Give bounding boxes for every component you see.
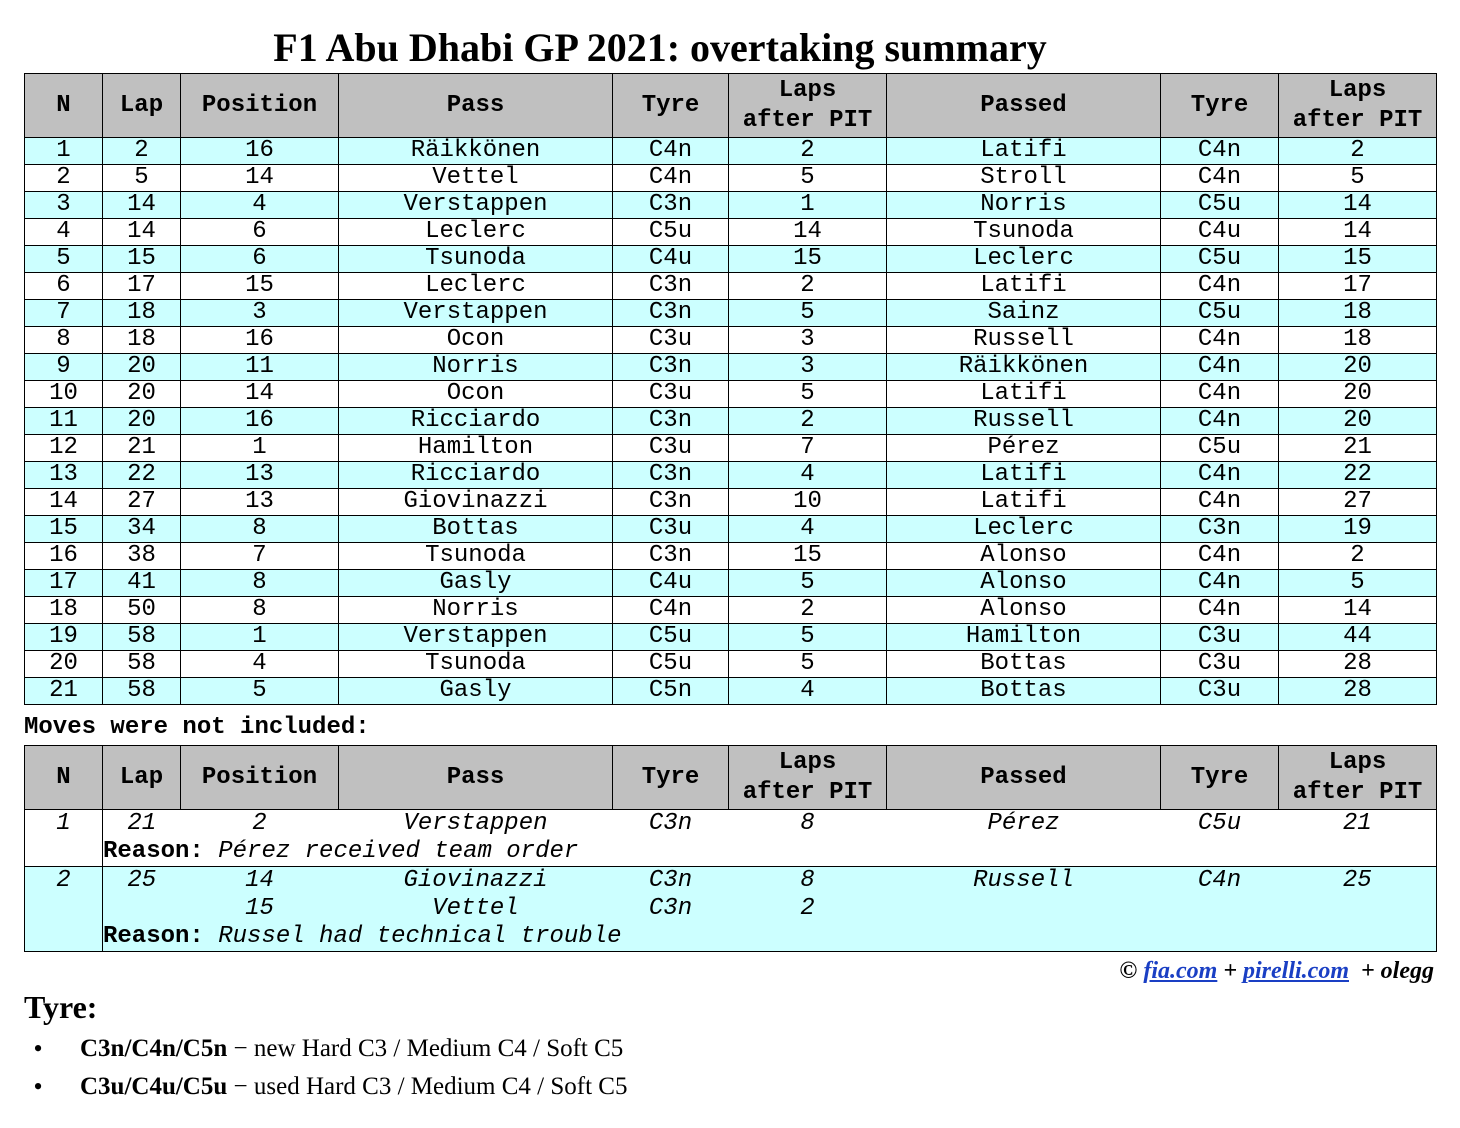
cell-pass: Gasly <box>339 570 613 597</box>
cell-n: 3 <box>25 192 103 219</box>
cell-lap: 21 <box>103 435 181 462</box>
ex1-tyre: C3n <box>613 810 729 839</box>
col-n: N <box>25 74 103 138</box>
table-row <box>25 354 1437 381</box>
table-row <box>25 300 1437 327</box>
col-pass: Pass <box>339 74 613 138</box>
cell-laps: 4 <box>729 462 887 489</box>
cell-pass: Ocon <box>339 327 613 354</box>
ex1-laps2: 21 <box>1279 810 1437 839</box>
cell-laps: 2 <box>729 138 887 165</box>
cell-tyre: C3n <box>613 354 729 381</box>
cell-tyre: C4n <box>613 165 729 192</box>
ex2-tyre2: C4n <box>1161 867 1279 896</box>
cell-lap: 20 <box>103 381 181 408</box>
cell-laps2: 20 <box>1279 381 1437 408</box>
ex1-reason-text: Pérez received team order <box>218 838 579 865</box>
excluded-header-row <box>25 746 1437 810</box>
cell-position: 3 <box>181 300 339 327</box>
cell-lap: 14 <box>103 219 181 246</box>
cell-position: 15 <box>181 273 339 300</box>
legend-title: Tyre: <box>24 989 98 1025</box>
cell-n: 15 <box>25 516 103 543</box>
cell-passed: Leclerc <box>887 516 1161 543</box>
legend-item-new <box>30 1030 627 1068</box>
table-row <box>25 435 1437 462</box>
ex2-reason-text: Russel had technical trouble <box>218 923 622 950</box>
cell-tyre2: C4n <box>1161 462 1279 489</box>
table-row <box>25 489 1437 516</box>
cell-lap: 18 <box>103 327 181 354</box>
cell-pass: Räikkönen <box>339 138 613 165</box>
cell-laps2: 22 <box>1279 462 1437 489</box>
cell-n: 4 <box>25 219 103 246</box>
header-row <box>25 74 1437 138</box>
cell-n: 5 <box>25 246 103 273</box>
fia-link[interactable]: fia.com <box>1143 958 1218 984</box>
ex2-passed: Russell <box>887 867 1161 896</box>
cell-n: 21 <box>25 678 103 705</box>
table-row <box>25 516 1437 543</box>
cell-position: 13 <box>181 462 339 489</box>
cell-n: 12 <box>25 435 103 462</box>
cell-pass: Bottas <box>339 516 613 543</box>
excluded-move-2-reason <box>25 923 1437 952</box>
cell-tyre: C3n <box>613 408 729 435</box>
cell-laps2: 5 <box>1279 570 1437 597</box>
cell-laps: 15 <box>729 246 887 273</box>
ex2-laps-2: 2 <box>729 895 887 923</box>
cell-laps: 4 <box>729 516 887 543</box>
cell-position: 1 <box>181 435 339 462</box>
cell-laps2: 20 <box>1279 354 1437 381</box>
ex-col-passed: Passed <box>887 746 1161 810</box>
cell-laps: 15 <box>729 543 887 570</box>
cell-passed: Hamilton <box>887 624 1161 651</box>
ex2-laps2: 25 <box>1279 867 1437 896</box>
cell-laps: 2 <box>729 597 887 624</box>
table-row <box>25 462 1437 489</box>
cell-pass: Giovinazzi <box>339 489 613 516</box>
bullet-icon: • <box>33 1072 43 1101</box>
cell-tyre: C3n <box>613 300 729 327</box>
table-row <box>25 327 1437 354</box>
cell-laps2: 17 <box>1279 273 1437 300</box>
col-laps-after-pit2 <box>1279 74 1437 138</box>
cell-laps: 5 <box>729 624 887 651</box>
cell-laps: 7 <box>729 435 887 462</box>
cell-position: 8 <box>181 570 339 597</box>
cell-laps: 5 <box>729 651 887 678</box>
cell-passed: Tsunoda <box>887 219 1161 246</box>
ex2-lap-blank <box>103 895 181 923</box>
cell-tyre: C3n <box>613 462 729 489</box>
cell-tyre2: C4n <box>1161 543 1279 570</box>
cell-laps: 5 <box>729 570 887 597</box>
col-laps2-line1: Laps <box>1328 76 1387 104</box>
cell-passed: Norris <box>887 192 1161 219</box>
col-tyre2: Tyre <box>1161 74 1279 138</box>
ex2-position-2: 15 <box>181 895 339 923</box>
cell-tyre: C3n <box>613 489 729 516</box>
cell-position: 14 <box>181 165 339 192</box>
cell-n: 8 <box>25 327 103 354</box>
ex-col-laps2-line2: after PIT <box>1292 778 1423 806</box>
ex2-lap: 25 <box>103 867 181 896</box>
cell-position: 14 <box>181 381 339 408</box>
ex1-reason <box>103 838 1437 867</box>
cell-n: 1 <box>25 138 103 165</box>
cell-pass: Ricciardo <box>339 462 613 489</box>
cell-pass: Verstappen <box>339 300 613 327</box>
cell-lap: 27 <box>103 489 181 516</box>
ex2-blank-1 <box>887 895 1161 923</box>
cell-tyre2: C3u <box>1161 651 1279 678</box>
copyright-symbol: © <box>1119 958 1138 984</box>
cell-tyre2: C4n <box>1161 570 1279 597</box>
ex1-tyre2: C5u <box>1161 810 1279 839</box>
pirelli-link[interactable]: pirelli.com <box>1243 958 1349 984</box>
cell-lap: 41 <box>103 570 181 597</box>
cell-position: 13 <box>181 489 339 516</box>
cell-position: 7 <box>181 543 339 570</box>
cell-tyre2: C5u <box>1161 246 1279 273</box>
cell-laps2: 19 <box>1279 516 1437 543</box>
table-row <box>25 246 1437 273</box>
cell-pass: Gasly <box>339 678 613 705</box>
cell-tyre: C3u <box>613 516 729 543</box>
cell-n: 10 <box>25 381 103 408</box>
cell-position: 6 <box>181 219 339 246</box>
cell-lap: 50 <box>103 597 181 624</box>
cell-pass: Verstappen <box>339 192 613 219</box>
ex-col-laps-after-pit <box>729 746 887 810</box>
cell-passed: Stroll <box>887 165 1161 192</box>
excluded-move-2-line2 <box>25 895 1437 923</box>
cell-laps: 10 <box>729 489 887 516</box>
ex1-laps: 8 <box>729 810 887 839</box>
cell-laps2: 15 <box>1279 246 1437 273</box>
cell-passed: Bottas <box>887 678 1161 705</box>
ex-col-lap: Lap <box>103 746 181 810</box>
table-row <box>25 165 1437 192</box>
cell-laps2: 18 <box>1279 300 1437 327</box>
ex2-blank-3 <box>1279 895 1437 923</box>
cell-passed: Latifi <box>887 138 1161 165</box>
cell-n: 9 <box>25 354 103 381</box>
cell-laps2: 27 <box>1279 489 1437 516</box>
bullet-icon: • <box>33 1034 43 1063</box>
cell-position: 16 <box>181 138 339 165</box>
cell-tyre2: C4n <box>1161 489 1279 516</box>
table-row <box>25 651 1437 678</box>
legend-new-codes: C3n/C4n/C5n <box>80 1035 228 1062</box>
credits <box>1119 955 1434 987</box>
cell-tyre: C4u <box>613 570 729 597</box>
cell-pass: Tsunoda <box>339 246 613 273</box>
legend-new-text: − new Hard C3 / Medium C4 / Soft C5 <box>227 1035 624 1062</box>
cell-laps: 5 <box>729 300 887 327</box>
cell-position: 6 <box>181 246 339 273</box>
cell-tyre: C4n <box>613 138 729 165</box>
cell-laps: 14 <box>729 219 887 246</box>
table-row <box>25 273 1437 300</box>
legend-item-used <box>30 1068 627 1106</box>
cell-n: 16 <box>25 543 103 570</box>
ex-col-pass: Pass <box>339 746 613 810</box>
ex2-pass-2: Vettel <box>339 895 613 923</box>
cell-pass: Norris <box>339 597 613 624</box>
cell-laps: 5 <box>729 165 887 192</box>
ex2-laps-1: 8 <box>729 867 887 896</box>
cell-tyre: C5u <box>613 651 729 678</box>
col-tyre: Tyre <box>613 74 729 138</box>
cell-n: 11 <box>25 408 103 435</box>
ex-col-tyre2: Tyre <box>1161 746 1279 810</box>
excluded-move-1-reason <box>25 838 1437 867</box>
cell-lap: 2 <box>103 138 181 165</box>
cell-tyre2: C3n <box>1161 516 1279 543</box>
ex-col-position: Position <box>181 746 339 810</box>
cell-tyre2: C4n <box>1161 354 1279 381</box>
cell-pass: Verstappen <box>339 624 613 651</box>
cell-laps2: 5 <box>1279 165 1437 192</box>
cell-pass: Norris <box>339 354 613 381</box>
cell-tyre2: C4n <box>1161 327 1279 354</box>
cell-position: 5 <box>181 678 339 705</box>
cell-lap: 34 <box>103 516 181 543</box>
ex2-pass-1: Giovinazzi <box>339 867 613 896</box>
cell-passed: Latifi <box>887 462 1161 489</box>
cell-tyre2: C4n <box>1161 597 1279 624</box>
cell-tyre2: C4n <box>1161 165 1279 192</box>
ex2-blank-2 <box>1161 895 1279 923</box>
ex2-tyre-1: C3n <box>613 867 729 896</box>
cell-n: 2 <box>25 165 103 192</box>
cell-laps2: 2 <box>1279 543 1437 570</box>
ex-col-laps-line1: Laps <box>778 748 837 776</box>
cell-laps2: 21 <box>1279 435 1437 462</box>
table-row <box>25 678 1437 705</box>
cell-lap: 15 <box>103 246 181 273</box>
cell-lap: 14 <box>103 192 181 219</box>
ex1-passed: Pérez <box>887 810 1161 839</box>
cell-passed: Latifi <box>887 273 1161 300</box>
ex1-pass: Verstappen <box>339 810 613 839</box>
cell-tyre2: C4n <box>1161 408 1279 435</box>
cell-tyre2: C4n <box>1161 138 1279 165</box>
table-row <box>25 138 1437 165</box>
cell-tyre: C5u <box>613 219 729 246</box>
ex-col-laps-line2: after PIT <box>742 778 873 806</box>
cell-n: 20 <box>25 651 103 678</box>
cell-lap: 22 <box>103 462 181 489</box>
cell-position: 16 <box>181 327 339 354</box>
cell-pass: Ocon <box>339 381 613 408</box>
col-laps2-line2: after PIT <box>1292 106 1423 134</box>
cell-laps2: 2 <box>1279 138 1437 165</box>
cell-tyre2: C3u <box>1161 624 1279 651</box>
cell-position: 11 <box>181 354 339 381</box>
cell-laps: 2 <box>729 408 887 435</box>
table-row <box>25 624 1437 651</box>
cell-passed: Russell <box>887 408 1161 435</box>
cell-lap: 18 <box>103 300 181 327</box>
cell-lap: 20 <box>103 354 181 381</box>
cell-laps: 1 <box>729 192 887 219</box>
cell-n: 14 <box>25 489 103 516</box>
table-row <box>25 543 1437 570</box>
cell-laps2: 14 <box>1279 597 1437 624</box>
cell-tyre2: C4n <box>1161 381 1279 408</box>
cell-pass: Ricciardo <box>339 408 613 435</box>
cell-passed: Russell <box>887 327 1161 354</box>
cell-n: 17 <box>25 570 103 597</box>
cell-tyre2: C3u <box>1161 678 1279 705</box>
table-row <box>25 219 1437 246</box>
cell-laps2: 44 <box>1279 624 1437 651</box>
cell-laps: 4 <box>729 678 887 705</box>
cell-tyre2: C4n <box>1161 273 1279 300</box>
cell-pass: Hamilton <box>339 435 613 462</box>
cell-pass: Leclerc <box>339 273 613 300</box>
cell-position: 16 <box>181 408 339 435</box>
ex2-n: 2 <box>25 867 103 952</box>
cell-lap: 17 <box>103 273 181 300</box>
overtaking-table <box>24 73 1437 705</box>
table-row <box>25 408 1437 435</box>
cell-tyre: C3n <box>613 192 729 219</box>
col-laps-line2: after PIT <box>742 106 873 134</box>
cell-n: 19 <box>25 624 103 651</box>
ex-col-laps-after-pit2 <box>1279 746 1437 810</box>
cell-tyre2: C4u <box>1161 219 1279 246</box>
col-position: Position <box>181 74 339 138</box>
cell-passed: Räikkönen <box>887 354 1161 381</box>
ex1-reason-label: Reason: <box>103 838 204 865</box>
legend-used-codes: C3u/C4u/C5u <box>80 1073 228 1100</box>
cell-n: 6 <box>25 273 103 300</box>
cell-tyre: C5n <box>613 678 729 705</box>
cell-position: 4 <box>181 651 339 678</box>
ex1-n: 1 <box>25 810 103 867</box>
col-laps-line1: Laps <box>778 76 837 104</box>
legend-used-text: − used Hard C3 / Medium C4 / Soft C5 <box>227 1073 628 1100</box>
cell-tyre2: C5u <box>1161 192 1279 219</box>
cell-passed: Alonso <box>887 570 1161 597</box>
cell-laps: 3 <box>729 354 887 381</box>
cell-lap: 58 <box>103 651 181 678</box>
cell-tyre: C3n <box>613 543 729 570</box>
cell-passed: Pérez <box>887 435 1161 462</box>
cell-laps2: 18 <box>1279 327 1437 354</box>
cell-laps2: 28 <box>1279 678 1437 705</box>
cell-passed: Bottas <box>887 651 1161 678</box>
cell-passed: Alonso <box>887 597 1161 624</box>
cell-tyre: C4n <box>613 597 729 624</box>
cell-lap: 58 <box>103 678 181 705</box>
cell-position: 8 <box>181 597 339 624</box>
credits-author: + olegg <box>1361 958 1434 984</box>
cell-tyre: C3u <box>613 327 729 354</box>
excluded-move-2 <box>25 867 1437 896</box>
credits-sep: + <box>1223 958 1238 984</box>
ex-col-tyre: Tyre <box>613 746 729 810</box>
cell-lap: 5 <box>103 165 181 192</box>
cell-pass: Tsunoda <box>339 651 613 678</box>
col-lap: Lap <box>103 74 181 138</box>
excluded-move-1 <box>25 810 1437 839</box>
cell-laps: 2 <box>729 273 887 300</box>
table-row <box>25 597 1437 624</box>
cell-passed: Latifi <box>887 381 1161 408</box>
cell-position: 1 <box>181 624 339 651</box>
cell-tyre: C3u <box>613 381 729 408</box>
ex-col-n: N <box>25 746 103 810</box>
ex-col-laps2-line1: Laps <box>1328 748 1387 776</box>
cell-laps: 5 <box>729 381 887 408</box>
cell-position: 4 <box>181 192 339 219</box>
ex2-position-1: 14 <box>181 867 339 896</box>
excluded-moves-table <box>24 745 1437 952</box>
cell-lap: 20 <box>103 408 181 435</box>
cell-passed: Latifi <box>887 489 1161 516</box>
cell-pass: Leclerc <box>339 219 613 246</box>
cell-pass: Vettel <box>339 165 613 192</box>
cell-position: 8 <box>181 516 339 543</box>
ex2-reason <box>103 923 1437 952</box>
cell-n: 18 <box>25 597 103 624</box>
cell-pass: Tsunoda <box>339 543 613 570</box>
cell-passed: Sainz <box>887 300 1161 327</box>
cell-tyre: C3u <box>613 435 729 462</box>
cell-tyre: C3n <box>613 273 729 300</box>
cell-tyre2: C5u <box>1161 435 1279 462</box>
table-row <box>25 192 1437 219</box>
table-row <box>25 570 1437 597</box>
cell-passed: Leclerc <box>887 246 1161 273</box>
page-title: F1 Abu Dhabi GP 2021: overtaking summary <box>273 25 1047 70</box>
ex2-tyre-2: C3n <box>613 895 729 923</box>
cell-laps2: 14 <box>1279 219 1437 246</box>
ex1-position: 2 <box>181 810 339 839</box>
cell-lap: 38 <box>103 543 181 570</box>
cell-laps2: 28 <box>1279 651 1437 678</box>
ex1-lap: 21 <box>103 810 181 839</box>
col-passed: Passed <box>887 74 1161 138</box>
col-laps-after-pit <box>729 74 887 138</box>
cell-laps2: 20 <box>1279 408 1437 435</box>
cell-tyre2: C5u <box>1161 300 1279 327</box>
tyre-legend <box>30 1030 627 1106</box>
table-row <box>25 381 1437 408</box>
ex2-reason-label: Reason: <box>103 923 204 950</box>
cell-laps: 3 <box>729 327 887 354</box>
cell-tyre: C4u <box>613 246 729 273</box>
cell-passed: Alonso <box>887 543 1161 570</box>
cell-tyre: C5u <box>613 624 729 651</box>
cell-n: 7 <box>25 300 103 327</box>
not-included-label: Moves were not included: <box>24 714 370 741</box>
cell-lap: 58 <box>103 624 181 651</box>
cell-laps2: 14 <box>1279 192 1437 219</box>
cell-n: 13 <box>25 462 103 489</box>
